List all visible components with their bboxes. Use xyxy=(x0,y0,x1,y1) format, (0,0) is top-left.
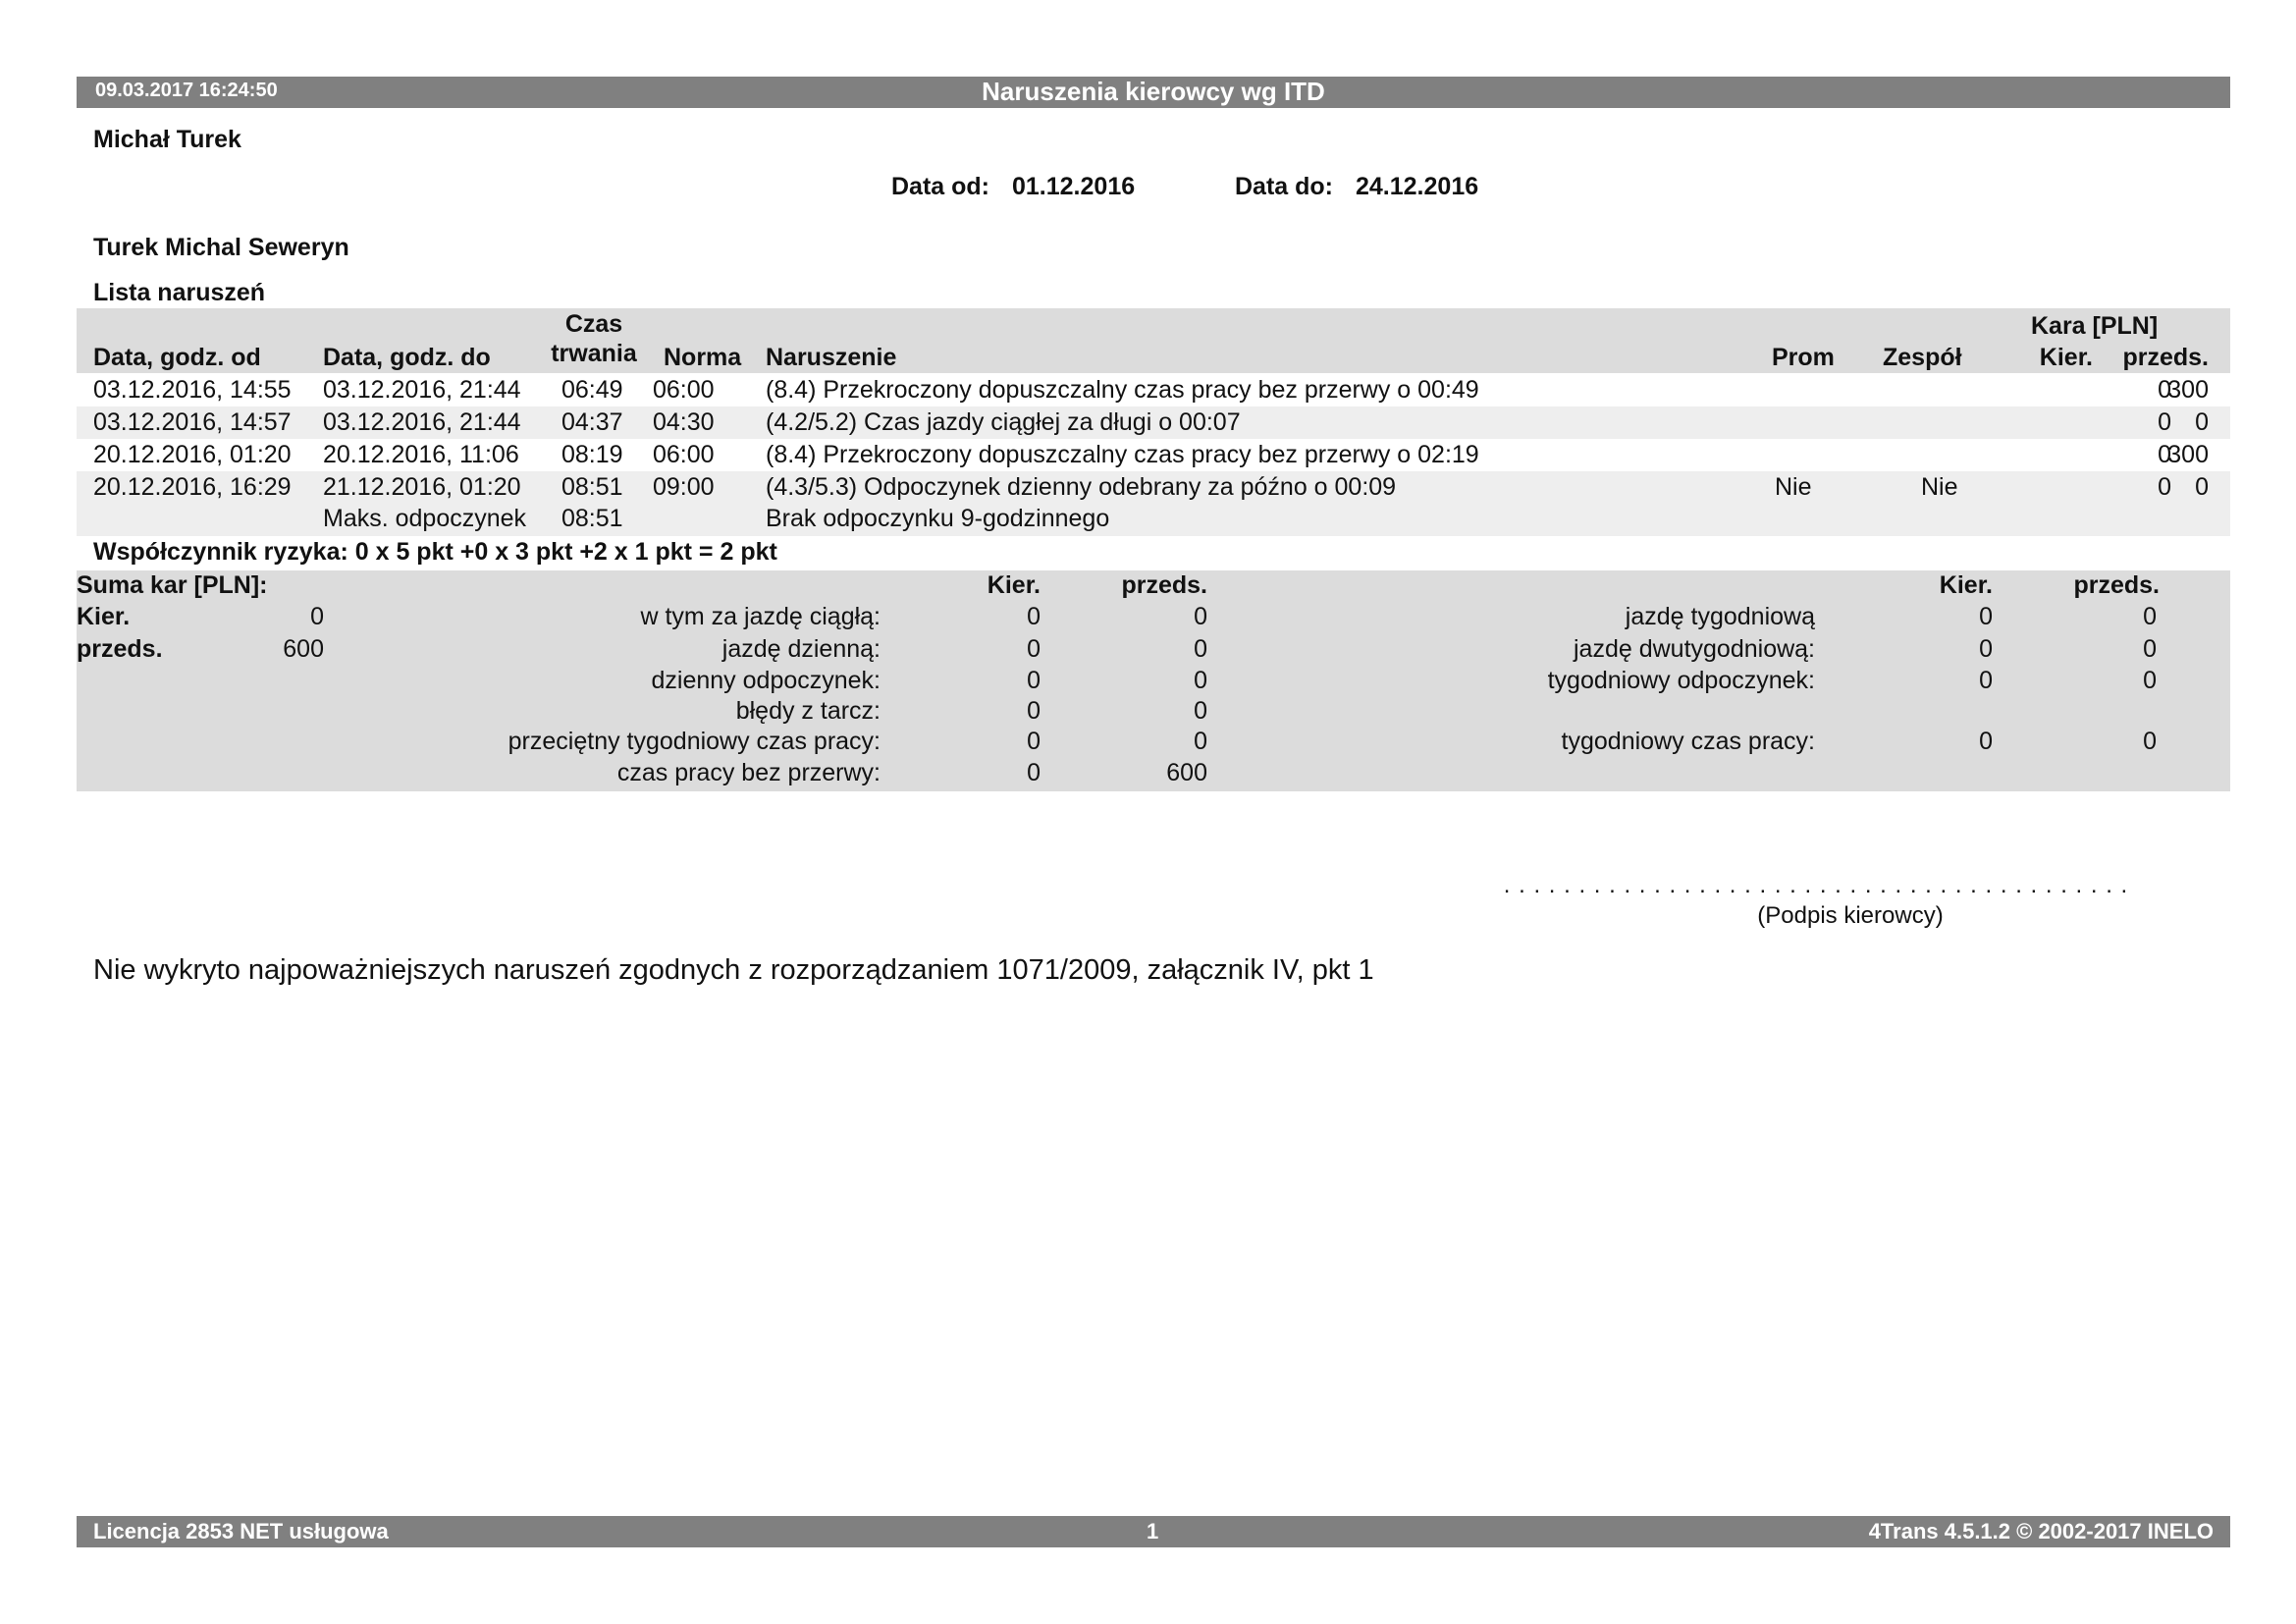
col-header-to: Data, godz. do xyxy=(323,344,491,371)
col-header-team: Zespół xyxy=(1883,344,1962,371)
summary-left-label: w tym za jazdę ciągłą: xyxy=(640,603,881,630)
signature-line: . . . . . . . . . . . . . . . . . . . . . . . . . . . . . . . . . . . . . . . . . . xyxy=(1503,872,2129,898)
table-row xyxy=(77,471,2230,536)
product-info: 4Trans 4.5.1.2 © 2002-2017 INELO xyxy=(1868,1519,2214,1543)
cell-norm: 06:00 xyxy=(653,376,715,404)
cell-penalty-company: 300 xyxy=(2167,376,2209,404)
cell-to: 03.12.2016, 21:44 xyxy=(323,408,521,436)
summary-right-driver: 0 xyxy=(1979,603,1993,630)
report-title: Naruszenia kierowcy wg ITD xyxy=(982,77,1325,106)
summary-left-company: 600 xyxy=(1166,759,1207,786)
col-header-from: Data, godz. od xyxy=(93,344,261,371)
summary-right-label: jazdę tygodniową xyxy=(1625,603,1815,630)
driver-full-name: Turek Michal Seweryn xyxy=(93,234,349,261)
summary-left-label: dzienny odpoczynek: xyxy=(651,667,881,694)
cell-norm: 04:30 xyxy=(653,408,715,436)
col-header-norm: Norma xyxy=(664,344,742,371)
summary-title: Suma kar [PLN]: xyxy=(77,571,268,599)
summary-left-driver: 0 xyxy=(1027,697,1041,725)
col-header-duration-bottom: trwania xyxy=(551,340,637,367)
summary-left-driver: 0 xyxy=(1027,728,1041,755)
col-header-penalty-company: przeds. xyxy=(2122,344,2209,371)
risk-factor: Współczynnik ryzyka: 0 x 5 pkt +0 x 3 pkt +2 x 1 pkt = 2 pkt xyxy=(93,538,777,566)
date-to-value: 24.12.2016 xyxy=(1356,173,1479,200)
col-header-duration-top: Czas xyxy=(564,310,623,338)
date-from-value: 01.12.2016 xyxy=(1012,173,1136,200)
summary-left-label: jazdę dzienną: xyxy=(721,635,881,663)
cell-violation: (4.3/5.3) Odpoczynek dzienny odebrany za późno o 00:09 xyxy=(766,473,1397,501)
summary-left-label: przeciętny tygodniowy czas pracy: xyxy=(507,728,881,755)
cell-violation: (4.2/5.2) Czas jazdy ciągłej za długi o 00:07 xyxy=(766,408,1241,436)
summary-left-company: 0 xyxy=(1194,667,1207,694)
cell-penalty-driver: 0 xyxy=(2158,408,2171,436)
summary-right-driver: 0 xyxy=(1979,728,1993,755)
summary-col-driver-right: Kier. xyxy=(1939,571,1993,599)
table-row xyxy=(77,374,2230,406)
table-row xyxy=(77,439,2230,471)
cell-violation: (8.4) Przekroczony dopuszczalny czas pracy bez przerwy o 00:49 xyxy=(766,376,1479,404)
summary-col-driver: Kier. xyxy=(987,571,1041,599)
cell-from: 03.12.2016, 14:57 xyxy=(93,408,292,436)
summary-driver-label: Kier. xyxy=(77,603,131,630)
cell-max-rest-duration: 08:51 xyxy=(561,505,623,532)
cell-duration: 04:37 xyxy=(561,408,623,436)
summary-right-driver: 0 xyxy=(1979,635,1993,663)
cell-duration: 08:51 xyxy=(561,473,623,501)
cell-prom: Nie xyxy=(1775,473,1812,501)
col-header-penalty: Kara [PLN] xyxy=(2031,312,2159,340)
col-header-prom: Prom xyxy=(1772,344,1835,371)
date-from-label: Data od: xyxy=(891,173,989,200)
cell-to: 03.12.2016, 21:44 xyxy=(323,376,521,404)
summary-col-company-right: przeds. xyxy=(2073,571,2160,599)
cell-max-rest-violation: Brak odpoczynku 9-godzinnego xyxy=(766,505,1110,532)
summary-left-company: 0 xyxy=(1194,697,1207,725)
cell-violation: (8.4) Przekroczony dopuszczalny czas pracy bez przerwy o 02:19 xyxy=(766,441,1479,468)
summary-right-company: 0 xyxy=(2143,635,2157,663)
date-to-label: Data do: xyxy=(1235,173,1333,200)
severe-violations-note: Nie wykryto najpoważniejszych naruszeń zgodnych z rozporządzaniem 1071/2009, załącznik IV, pkt 1 xyxy=(93,954,1374,986)
cell-to: 20.12.2016, 11:06 xyxy=(323,441,519,468)
driver-name: Michał Turek xyxy=(93,126,241,153)
summary-company-total: 600 xyxy=(283,635,324,663)
cell-from: 20.12.2016, 01:20 xyxy=(93,441,292,468)
cell-penalty-driver: 0 xyxy=(2158,441,2171,468)
violations-list-title: Lista naruszeń xyxy=(93,279,266,306)
print-timestamp: 09.03.2017 16:24:50 xyxy=(95,80,278,101)
summary-left-driver: 0 xyxy=(1027,667,1041,694)
summary-company-label: przeds. xyxy=(77,635,163,663)
summary-right-company: 0 xyxy=(2143,667,2157,694)
summary-left-label: błędy z tarcz: xyxy=(735,697,881,725)
summary-right-label: jazdę dwutygodniową: xyxy=(1574,635,1815,663)
cell-duration: 08:19 xyxy=(561,441,623,468)
cell-penalty-driver: 0 xyxy=(2158,376,2171,404)
cell-team: Nie xyxy=(1921,473,1958,501)
summary-right-company: 0 xyxy=(2143,603,2157,630)
cell-penalty-company: 0 xyxy=(2195,408,2209,436)
cell-from: 03.12.2016, 14:55 xyxy=(93,376,292,404)
cell-penalty-company: 300 xyxy=(2167,441,2209,468)
summary-right-company: 0 xyxy=(2143,728,2157,755)
report-footer-bar xyxy=(77,1516,2230,1547)
summary-driver-total: 0 xyxy=(310,603,324,630)
summary-left-company: 0 xyxy=(1194,635,1207,663)
summary-right-driver: 0 xyxy=(1979,667,1993,694)
cell-penalty-driver: 0 xyxy=(2158,473,2171,501)
summary-left-driver: 0 xyxy=(1027,603,1041,630)
col-header-penalty-driver: Kier. xyxy=(2039,344,2093,371)
summary-left-label: czas pracy bez przerwy: xyxy=(616,759,881,786)
report-header-bar xyxy=(77,77,2230,108)
page-number: 1 xyxy=(1147,1519,1159,1543)
summary-left-company: 0 xyxy=(1194,603,1207,630)
cell-norm: 06:00 xyxy=(653,441,715,468)
summary-left-company: 0 xyxy=(1194,728,1207,755)
summary-right-label: tygodniowy odpoczynek: xyxy=(1547,667,1815,694)
summary-col-company: przeds. xyxy=(1121,571,1207,599)
summary-right-label: tygodniowy czas pracy: xyxy=(1561,728,1815,755)
cell-max-rest-label: Maks. odpoczynek xyxy=(323,505,527,532)
col-header-violation: Naruszenie xyxy=(766,344,897,371)
cell-to: 21.12.2016, 01:20 xyxy=(323,473,521,501)
cell-duration: 06:49 xyxy=(561,376,623,404)
table-row xyxy=(77,406,2230,439)
cell-norm: 09:00 xyxy=(653,473,715,501)
cell-penalty-company: 0 xyxy=(2195,473,2209,501)
summary-left-driver: 0 xyxy=(1027,635,1041,663)
signature-label: (Podpis kierowcy) xyxy=(1757,902,1944,929)
cell-from: 20.12.2016, 16:29 xyxy=(93,473,292,501)
license-info: Licencja 2853 NET usługowa xyxy=(93,1519,389,1543)
summary-left-driver: 0 xyxy=(1027,759,1041,786)
